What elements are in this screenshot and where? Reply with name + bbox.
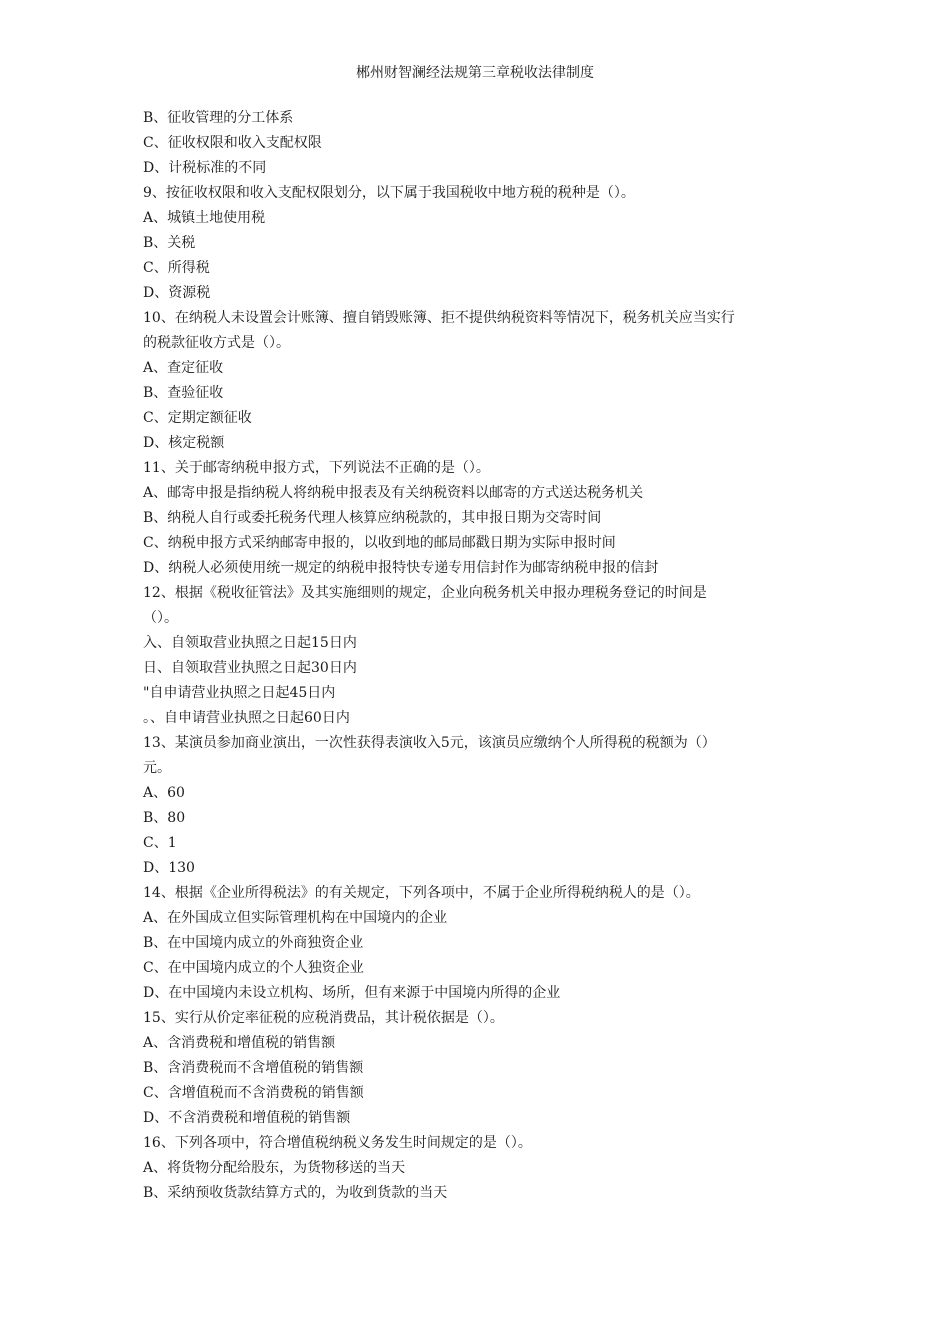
text-line: C、所得税 (143, 260, 210, 276)
text-line: "自申请营业执照之日起45日内 (143, 685, 336, 701)
text-line: C、含增值税而不含消费税的销售额 (143, 1085, 364, 1101)
text-line: A、邮寄申报是指纳税人将纳税申报表及有关纳税资料以邮寄的方式送达税务机关 (143, 485, 644, 501)
text-line: D、资源税 (143, 285, 211, 301)
text-line: 的税款征收方式是（）。 (143, 335, 290, 351)
text-line: 11、关于邮寄纳税申报方式，下列说法不正确的是（）。 (143, 460, 490, 476)
text-line: A、在外国成立但实际管理机构在中国境内的企业 (143, 910, 448, 926)
text-line: 9、按征收权限和收入支配权限划分，以下属于我国税收中地方税的税种是（）。 (143, 185, 635, 201)
text-line: B、纳税人自行或委托税务代理人核算应纳税款的，其申报日期为交寄时间 (143, 510, 602, 526)
document-body (143, 106, 823, 1206)
text-line: D、在中国境内未设立机构、场所，但有来源于中国境内所得的企业 (143, 985, 561, 1001)
text-line: A、含消费税和增值税的销售额 (143, 1035, 336, 1051)
text-line: 13、某演员参加商业演出，一次性获得表演收入5元，该演员应缴纳个人所得税的税额为（） (143, 735, 716, 751)
text-line: 12、根据《税收征管法》及其实施细则的规定，企业向税务机关申报办理税务登记的时间是 (143, 585, 707, 601)
text-line: 16、下列各项中，符合增值税纳税义务发生时间规定的是（）。 (143, 1135, 532, 1151)
text-line: D、130 (143, 860, 195, 876)
text-line: 10、在纳税人未设置会计账簿、擅自销毁账簿、拒不提供纳税资料等情况下，税务机关应当实行 (143, 310, 735, 326)
text-line: B、关税 (143, 235, 196, 251)
page-header-title: 郴州财智澜经法规第三章税收法律制度 (356, 65, 594, 81)
text-line: D、核定税额 (143, 435, 225, 451)
text-line: B、80 (143, 810, 186, 826)
text-line: A、城镇土地使用税 (143, 210, 266, 226)
text-line: B、在中国境内成立的外商独资企业 (143, 935, 364, 951)
text-line: 日、自领取营业执照之日起30日内 (143, 660, 357, 676)
text-line: B、采纳预收货款结算方式的，为收到货款的当天 (143, 1185, 448, 1201)
text-line: 。、自申请营业执照之日起60日内 (143, 710, 350, 726)
text-line: B、征收管理的分工体系 (143, 110, 294, 126)
text-line: B、含消费税而不含增值税的销售额 (143, 1060, 364, 1076)
text-line: A、将货物分配给股东，为货物移送的当天 (143, 1160, 406, 1176)
text-line: C、纳税申报方式采纳邮寄申报的，以收到地的邮局邮戳日期为实际申报时间 (143, 535, 616, 551)
text-line: D、计税标准的不同 (143, 160, 267, 176)
text-line: D、不含消费税和增值税的销售额 (143, 1110, 351, 1126)
text-line: B、查验征收 (143, 385, 224, 401)
text-line: 14、根据《企业所得税法》的有关规定，下列各项中，不属于企业所得税纳税人的是（）。 (143, 885, 700, 901)
text-line: 元。 (143, 760, 171, 776)
text-line: （）。 (143, 610, 178, 626)
text-line: A、查定征收 (143, 360, 224, 376)
text-line: C、征收权限和收入支配权限 (143, 135, 322, 151)
text-line: A、60 (143, 785, 185, 801)
text-line: C、1 (143, 835, 177, 851)
text-line: 入、自领取营业执照之日起15日内 (143, 635, 357, 651)
text-line: 15、实行从价定率征税的应税消费品，其计税依据是（）。 (143, 1010, 504, 1026)
text-line: C、在中国境内成立的个人独资企业 (143, 960, 364, 976)
text-line: C、定期定额征收 (143, 410, 252, 426)
text-line: D、纳税人必须使用统一规定的纳税申报特快专递专用信封作为邮寄纳税申报的信封 (143, 560, 659, 576)
